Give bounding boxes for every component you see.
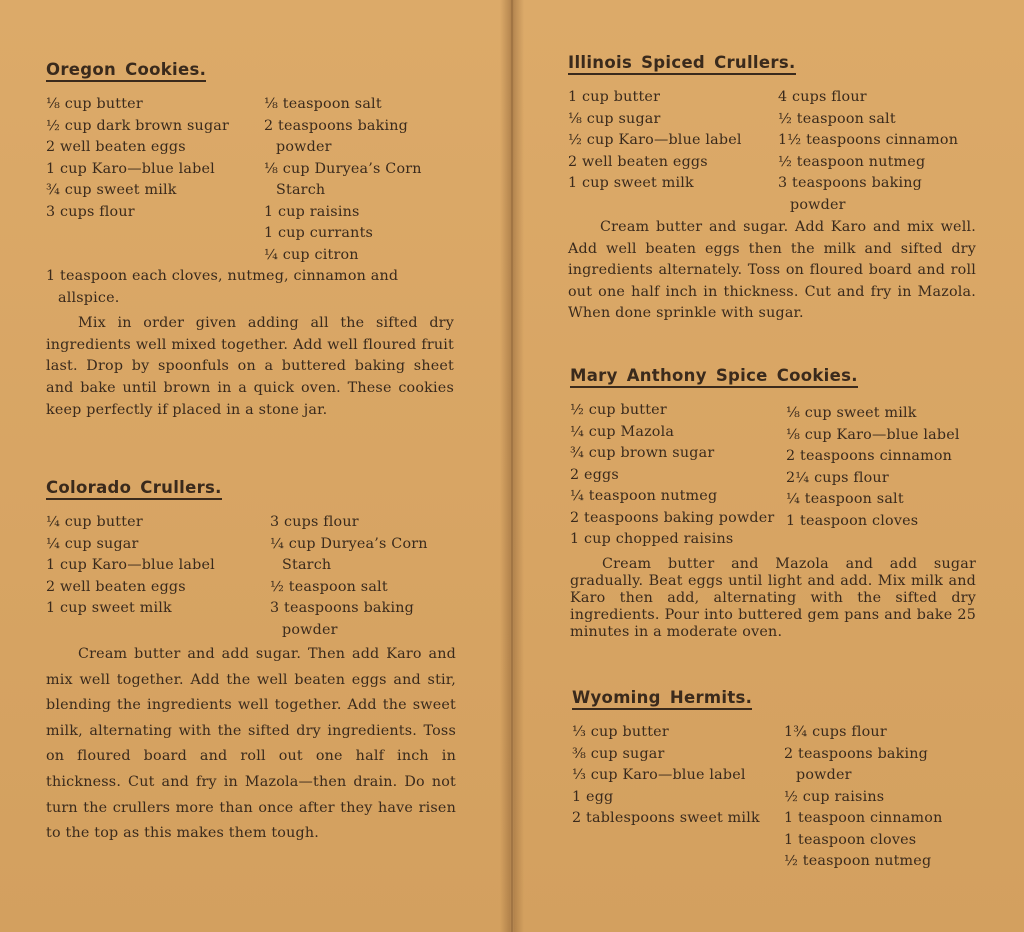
- ingredient: ½ cup raisins: [784, 788, 885, 805]
- ingredient: 1½ teaspoons cinnamon: [778, 132, 959, 148]
- ingredient: ⅛ cup sugar: [568, 110, 661, 127]
- recipe-title: Mary Anthony Spice Cookies.: [570, 366, 858, 388]
- ingredient: 2 well beaten eggs: [568, 153, 708, 170]
- ingredient: 1 teaspoon cloves: [786, 512, 919, 529]
- ingredient-columns: [46, 94, 454, 266]
- ingredient-column-2: [778, 87, 976, 216]
- ingredient: ¼ cup Duryea’s Corn Starch: [270, 535, 428, 573]
- ingredient: ½ teaspoon nutmeg: [778, 153, 926, 170]
- ingredient-columns: [572, 722, 978, 873]
- recipe-title: Colorado Crullers.: [46, 478, 222, 500]
- ingredient: 2 well beaten eggs: [46, 578, 186, 595]
- ingredient: ½ cup butter: [570, 402, 667, 418]
- ingredient: 1 cup Karo—blue label: [46, 160, 215, 177]
- recipe-title: Illinois Spiced Crullers.: [568, 53, 796, 75]
- ingredient: ⅛ cup sweet milk: [786, 405, 917, 421]
- ingredient: ¼ cup butter: [46, 514, 143, 530]
- recipe-mary-anthony-spice-cookies: [570, 366, 976, 641]
- ingredient: ¼ teaspoon salt: [786, 491, 904, 507]
- recipe-method: Cream butter and sugar. Add Karo and mix well. Add well beaten eggs then the milk and sifted dry ingredients alternately. Toss on floured board and roll out one half inch in thickness. Cut and fry in Mazola. When done sprinkle with sugar.: [568, 219, 976, 322]
- ingredient-columns: [570, 400, 976, 551]
- ingredient: ⅜ cup sugar: [572, 745, 665, 762]
- ingredient: 4 cups flour: [778, 89, 867, 105]
- ingredient: ⅓ cup butter: [572, 724, 669, 740]
- ingredient: ⅛ teaspoon salt: [264, 96, 382, 112]
- ingredient-column-1: [568, 87, 778, 216]
- ingredient: 1 cup sweet milk: [568, 175, 694, 191]
- ingredient: 1 cup butter: [568, 89, 661, 105]
- ingredient-column-1: [572, 722, 784, 873]
- recipe-illinois-spiced-crullers: [568, 53, 976, 325]
- ingredient: ¼ cup citron: [264, 246, 359, 263]
- ingredient: ¾ cup brown sugar: [570, 445, 715, 461]
- ingredient: 2¼ cups flour: [786, 469, 889, 486]
- ingredient-column-1: [46, 512, 270, 641]
- ingredient: ¼ cup sugar: [46, 535, 139, 552]
- ingredient-column-2: [264, 94, 454, 266]
- ingredient-column-1: [570, 400, 786, 551]
- ingredient: 3 cups flour: [270, 514, 359, 530]
- ingredient: 2 tablespoons sweet milk: [572, 810, 760, 826]
- ingredient-column-2: [784, 722, 978, 873]
- ingredient: 2 well beaten eggs: [46, 139, 186, 155]
- recipe-title: Wyoming Hermits.: [572, 688, 752, 710]
- ingredient: 1 cup chopped raisins: [570, 531, 734, 547]
- recipe-colorado-crullers: [46, 478, 456, 847]
- ingredient: ½ cup Karo—blue label: [568, 132, 742, 148]
- recipe-title: Oregon Cookies.: [46, 60, 206, 82]
- ingredient: 3 cups flour: [46, 203, 135, 220]
- ingredient: ⅛ cup butter: [46, 96, 143, 112]
- ingredient-column-1: [46, 94, 264, 266]
- ingredient: 3 teaspoons baking powder: [270, 600, 415, 638]
- ingredient-column-2: [786, 400, 976, 551]
- ingredient: ¼ teaspoon nutmeg: [570, 488, 718, 504]
- ingredient: ½ teaspoon salt: [270, 578, 388, 595]
- ingredient-column-2: [270, 512, 456, 641]
- ingredient: 1 teaspoon cloves: [784, 831, 917, 848]
- ingredient: 1¾ cups flour: [784, 724, 887, 740]
- ingredient: 2 teaspoons baking powder: [264, 117, 409, 155]
- ingredient: ⅛ cup Duryea’s Corn Starch: [264, 160, 422, 198]
- recipe-method: Mix in order given adding all the sifted dry ingredients well mixed together. Add well floured fruit last. Drop by spoonfuls on a buttered baking sheet and bake until brown in a quick oven. These cookies keep perfectly if placed in a stone jar.: [46, 315, 454, 418]
- recipe-method: Cream butter and add sugar. Then add Karo and mix well together. Add the well beaten eggs and stir, blending the ingredients well together. Add the sweet milk, alternating with the sifted dry ingredients. Toss on floured board and roll out one half inch in thickness. Cut and fry in Mazola—then drain. Do not turn the crullers more than once after they have risen to the top as this makes them tough.: [46, 646, 456, 842]
- ingredient-columns: [46, 512, 456, 641]
- ingredient: 1 egg: [572, 788, 614, 805]
- ingredient: ½ teaspoon nutmeg: [784, 853, 932, 869]
- ingredient: ½ teaspoon salt: [778, 110, 896, 127]
- ingredient: ⅓ cup Karo—blue label: [572, 767, 746, 783]
- ingredient: 1 cup currants: [264, 225, 374, 241]
- ingredient: 2 teaspoons baking powder: [784, 745, 929, 783]
- ingredient-columns: [568, 87, 976, 216]
- ingredient: 1 cup raisins: [264, 203, 360, 220]
- ingredient-spices: 1 teaspoon each cloves, nutmeg, cinnamon and allspice.: [46, 268, 399, 306]
- ingredient: ½ cup dark brown sugar: [46, 117, 230, 134]
- ingredient: 2 teaspoons baking powder: [570, 509, 775, 526]
- recipe-wyoming-hermits: [572, 688, 978, 873]
- ingredient: ¾ cup sweet milk: [46, 182, 177, 198]
- book-gutter: [500, 0, 524, 932]
- ingredient: 3 teaspoons baking powder: [778, 175, 923, 213]
- recipe-method: Cream butter and Mazola and add sugar gradually. Beat eggs until light and add. Mix milk and Karo then add, alternating with the sifted dry ingredients. Pour into buttered gem pans and bake 25 minutes in a moderate oven.: [570, 555, 976, 640]
- ingredient: 2 teaspoons cinnamon: [786, 448, 953, 464]
- ingredient: 1 cup Karo—blue label: [46, 557, 215, 573]
- ingredient: ⅛ cup Karo—blue label: [786, 426, 960, 443]
- ingredient: 1 cup sweet milk: [46, 600, 172, 616]
- ingredient: ¼ cup Mazola: [570, 423, 675, 440]
- ingredient: 1 teaspoon cinnamon: [784, 810, 943, 826]
- ingredient: 2 eggs: [570, 466, 619, 483]
- recipe-oregon-cookies: [46, 60, 454, 422]
